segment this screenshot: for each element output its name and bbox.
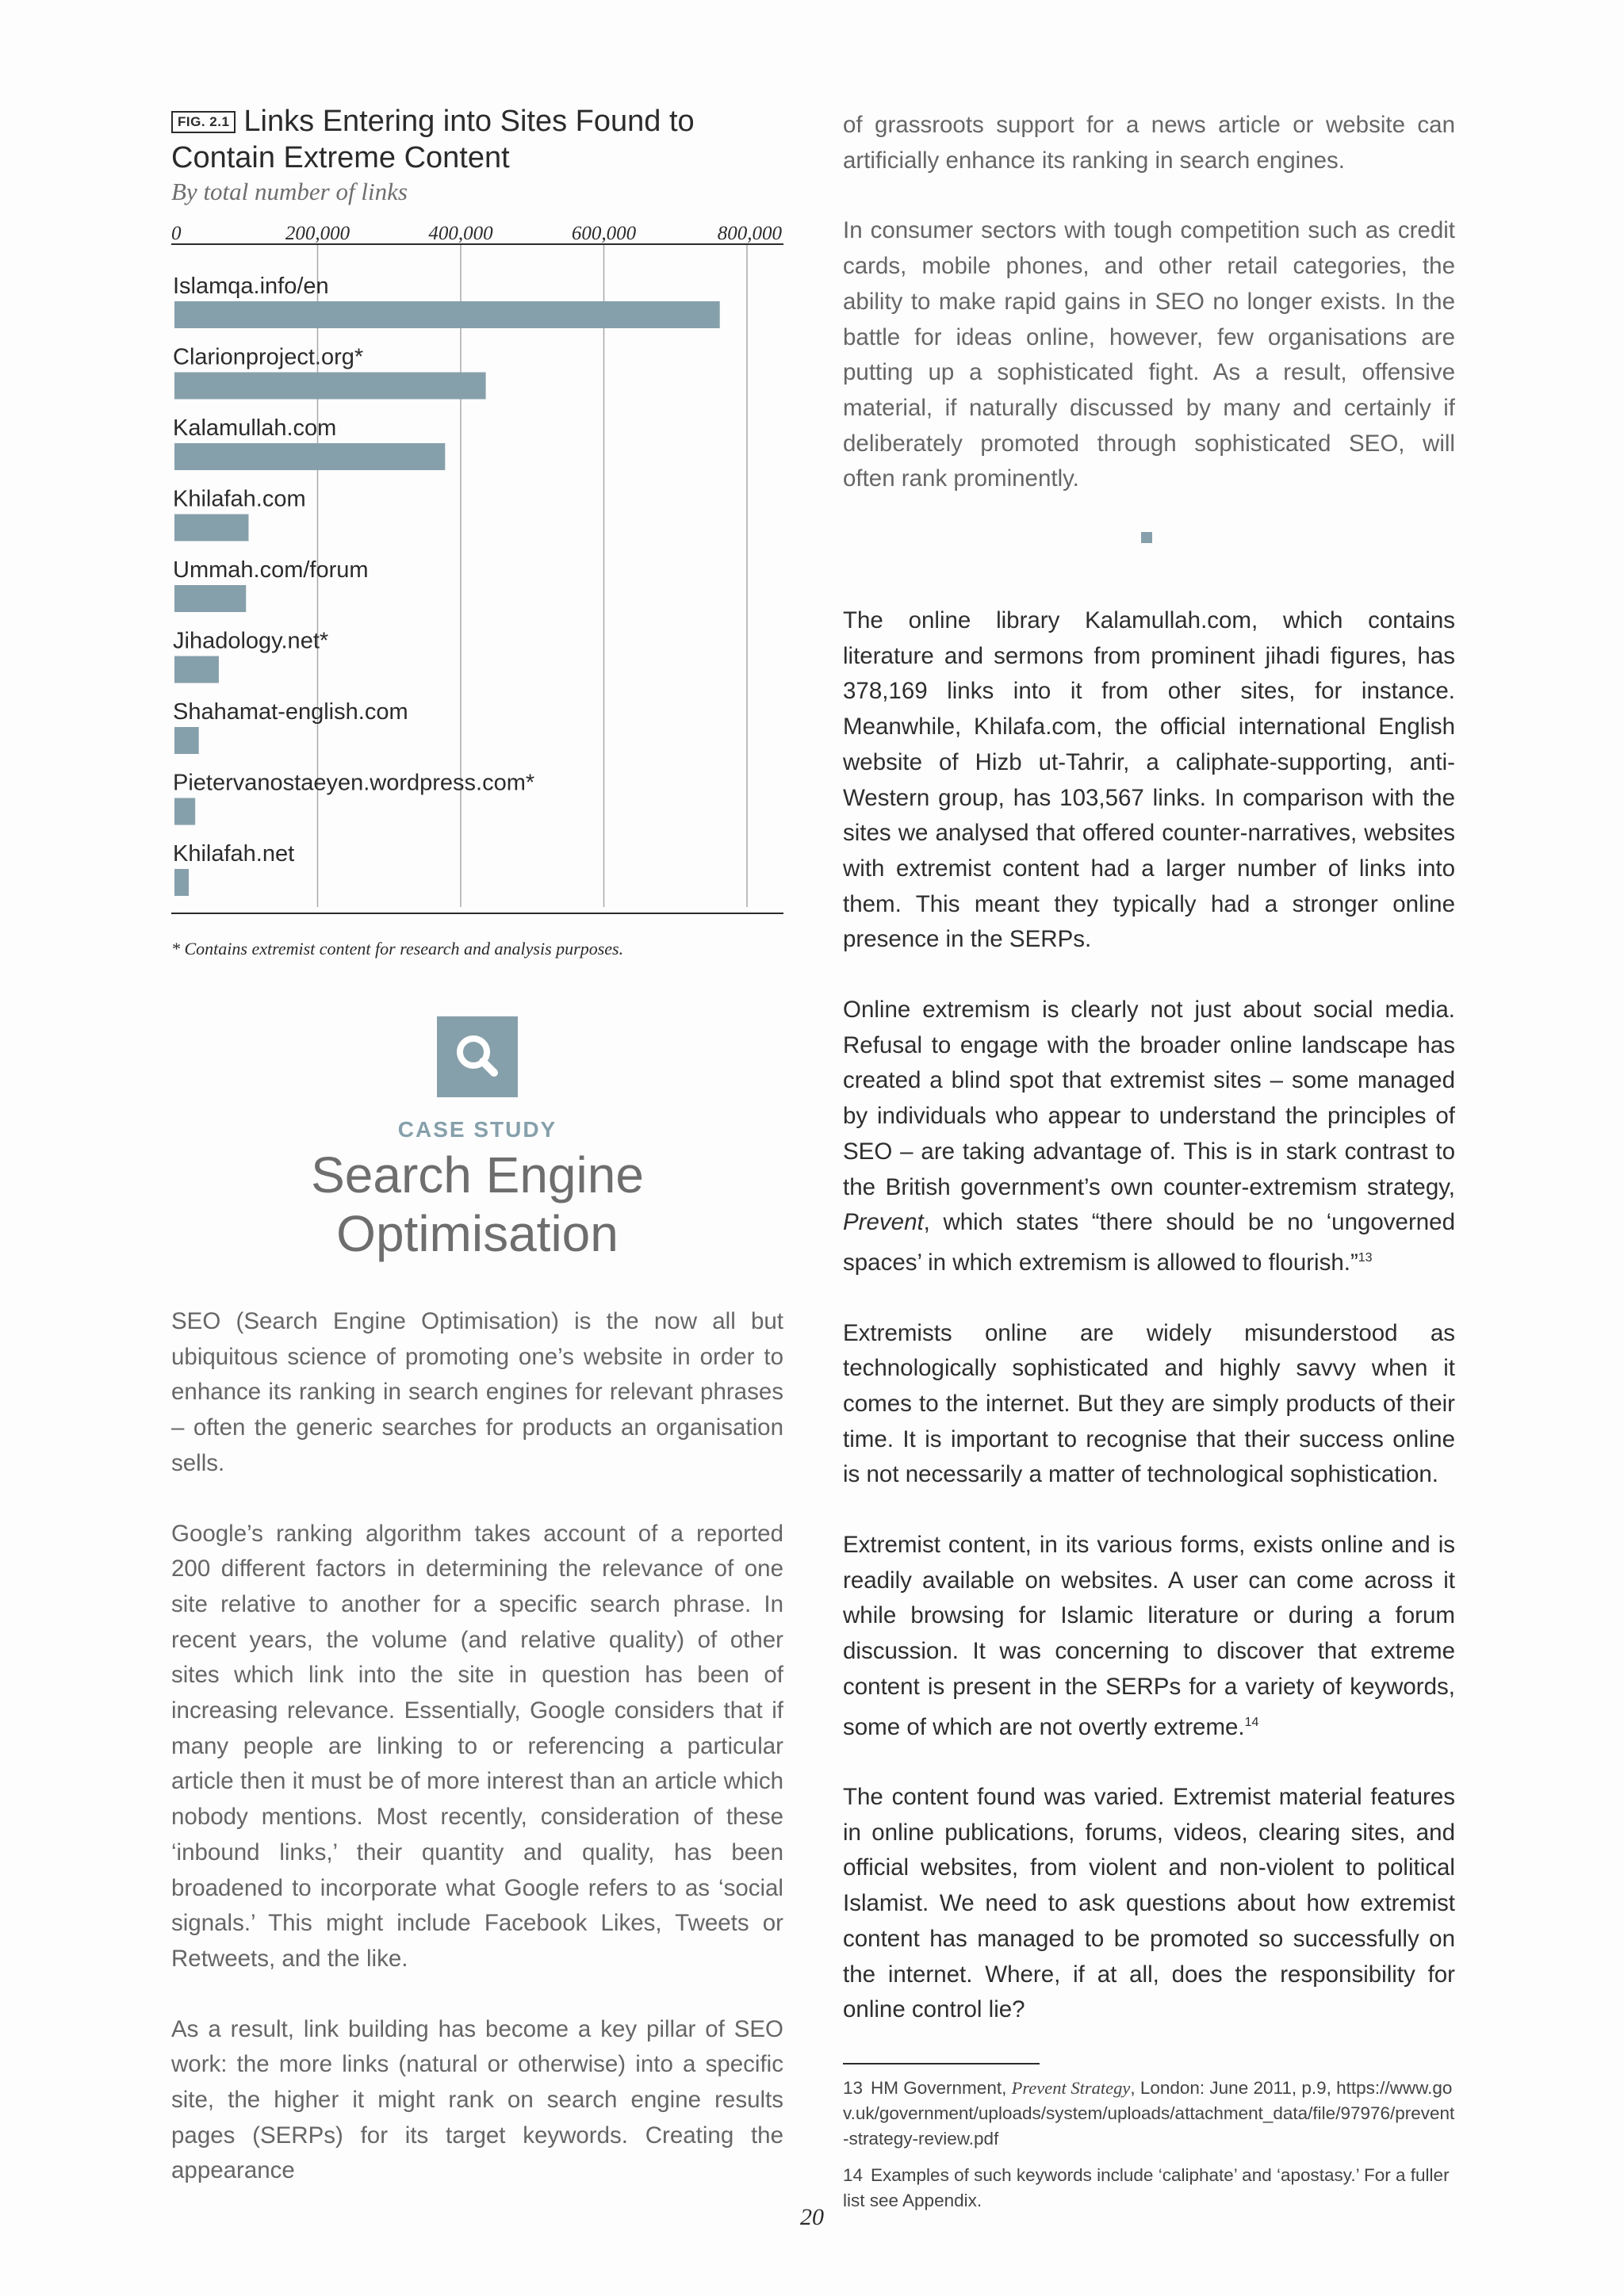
bar (174, 585, 246, 612)
figure-title-block (171, 103, 783, 176)
italic-term: Prevent (843, 1209, 924, 1236)
bar (174, 869, 189, 896)
case-study-header (171, 1016, 783, 1263)
case-study-title-line2: Optimisation (336, 1205, 619, 1262)
bar (174, 727, 199, 754)
paragraph: The online library Kalamullah.com, which contains literature and sermons from prominent jihadi figures, has 378,169 links into it from other sites, for instance. Meanwhile, Khilafa.com, the official international English website of Hizb ut-Tahrir, a caliphate-supporting, anti-Western group, has 103,567 links. In comparison with the sites we analysed that offered counter-narratives, websites with extremist content had a larger number of links into them. This meant they typically had a stronger online presence in the SERPs. (843, 607, 1455, 953)
paragraph-text: , which states “there should be no ‘ungoverned spaces’ in which extremism is allowed to flourish.” (843, 1209, 1455, 1276)
footnote-text: , London: June 2011, p.9, https://www.gov.uk/government/uploads/system/uploads/attachment_data/file/97976/prevent-strategy-review.pdf (843, 2078, 1455, 2149)
category-label: Islamqa.info/en (173, 274, 329, 299)
footnote-ref: 14 (1244, 1715, 1259, 1729)
bar (174, 443, 445, 470)
paragraph: SEO (Search Engine Optimisation) is the now all but ubiquitous science of promoting one’s website in order to enhance its ranking in search engines for relevant phrases – often the generic searches for products an organisation sells. (171, 1308, 783, 1476)
footnote-rule (843, 2063, 1040, 2064)
search-icon (437, 1016, 518, 1097)
bar (174, 515, 248, 541)
paragraph: Google’s ranking algorithm takes account of a reported 200 different factors in determining the relevance of one site relative to another for a specific search phrase. In recent years, the volume (and relative quality) of other sites which link into the site in question has been of increasing relevance. Essentially, Google considers that if many people are linking to or referencing a particular article then it must be of more interest than an article which nobody mentions. Most recently, consideration of these ‘inbound links,’ their quantity and quality, has been broadened to incorporate what Google refers to as ‘social signals.’ This might include Facebook Likes, Tweets or Retweets, and the like. (171, 1520, 783, 1972)
section-separator (843, 532, 1455, 603)
bar (174, 656, 219, 683)
paragraph (843, 1528, 1455, 1745)
bar-chart-svg (171, 217, 783, 931)
bar (174, 301, 720, 328)
footnote-text: HM Government, (871, 2078, 1012, 2098)
paragraph: of grassroots support for a news article or website can artificially enhance its ranking in search engines. (843, 112, 1455, 174)
x-tick-label: 0 (171, 223, 182, 244)
bar (174, 373, 486, 400)
footnote-italic: Prevent Strategy (1011, 2078, 1131, 2098)
figure-footnote: * Contains extremist content for research and analysis purposes. (171, 939, 624, 959)
bar-chart (171, 217, 783, 931)
paragraph-text: Online extremism is clearly not just about social media. Refusal to engage with the broader online landscape has created a blind spot that extremist sites – some managed by individuals who appear to understand the principles of SEO – are taking advantage of. This is in stark contrast to the British government’s own counter-extremism strategy, (843, 997, 1455, 1200)
footnote-13 (843, 2076, 1455, 2152)
category-label: Khilafah.com (173, 486, 306, 512)
case-study-title-line1: Search Engine (311, 1146, 644, 1203)
footnote-ref: 13 (1358, 1250, 1373, 1265)
separator-square (1141, 532, 1152, 543)
bar (174, 798, 195, 825)
category-label: Jihadology.net* (173, 628, 329, 654)
figure-title: Links Entering into Sites Found to Contain Extreme Content (171, 105, 695, 174)
footnote-text: Examples of such keywords include ‘caliphate’ and ‘apostasy.’ For a fuller list see Appendix. (843, 2165, 1450, 2210)
category-label: Clarionproject.org* (173, 344, 364, 370)
x-tick-label: 200,000 (285, 223, 350, 244)
x-tick-label: 400,000 (428, 223, 493, 244)
paragraph: Extremists online are widely misunderstood as technologically sophisticated and highly savvy when it comes to the internet. But they are simply products of their time. It is important to recognise that their success online is not necessarily a matter of technological sophistication. (843, 1319, 1455, 1488)
paragraph-text: Extremist content, in its various forms, exists online and is readily available on websites. A user can come across it while browsing for Islamic literature or during a forum discussion. It was concerning to discover that extreme content is present in the SERPs for a variety of keywords, some of which are not overtly extreme. (843, 1532, 1455, 1740)
category-label: Kalamullah.com (173, 415, 337, 441)
paragraph: The content found was varied. Extremist material features in online publications, forums, videos, clearing sites, and official websites, from violent and non-violent to political Islamist. We need to ask questions about how extremist content has managed to be promoted so successfully on the internet. Where, if at all, does the responsibility for online control lie? (843, 1784, 1455, 2023)
x-tick-label: 800,000 (717, 223, 782, 244)
page-number: 20 (800, 2204, 824, 2230)
category-label: Ummah.com/forum (173, 557, 369, 583)
category-label: Shahamat-english.com (173, 699, 408, 725)
figure-subtitle: By total number of links (171, 178, 408, 205)
right-column (843, 108, 1455, 2214)
footnote-number: 13 (843, 2078, 864, 2098)
category-label: Pietervanostaeyen.wordpress.com* (173, 770, 535, 796)
category-label: Khilafah.net (173, 841, 295, 867)
footnote-number: 14 (843, 2165, 864, 2185)
x-tick-label: 600,000 (571, 223, 637, 244)
paragraph: As a result, link building has become a key pillar of SEO work: the more links (natural or otherwise) into a specific site, the higher it might rank on search engine results pages (SERPs) for its target keywords. Creating the appearance (171, 2015, 783, 2184)
paragraph (843, 993, 1455, 1280)
case-study-title (171, 1146, 783, 1263)
figure-badge: FIG. 2.1 (171, 111, 236, 133)
left-column (171, 103, 783, 2224)
case-study-label: CASE STUDY (397, 1117, 557, 1142)
paragraph: In consumer sectors with tough competition such as credit cards, mobile phones, and other retail categories, the ability to make rapid gains in SEO no longer exists. In the battle for ideas online, however, few organisations are putting up a sophisticated fight. As a result, offensive material, if naturally discussed by many and certainly if deliberately promoted through sophisticated SEO, will often rank prominently. (843, 217, 1455, 492)
left-body (171, 1304, 783, 2189)
